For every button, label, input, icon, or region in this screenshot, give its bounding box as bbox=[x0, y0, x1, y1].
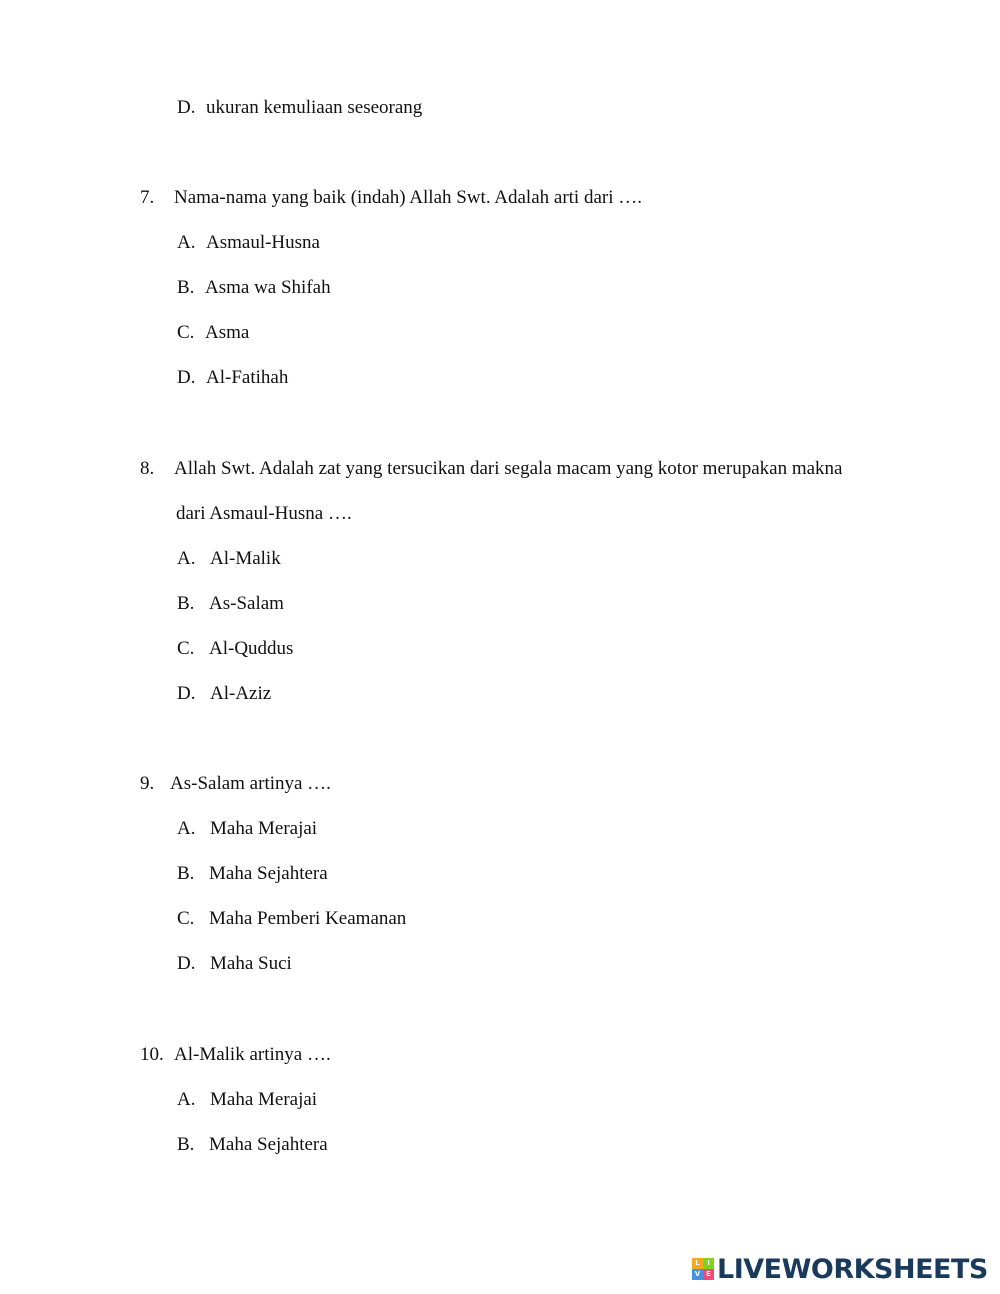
option-text: Asma wa Shifah bbox=[205, 277, 331, 298]
logo-icon-tile: E bbox=[703, 1269, 714, 1280]
option-text: Al-Fatihah bbox=[206, 367, 289, 388]
logo-text: LIVEWORKSHEETS bbox=[717, 1253, 988, 1285]
live-logo-icon bbox=[692, 1258, 714, 1280]
option-letter: D. bbox=[177, 953, 196, 974]
option-text: As-Salam bbox=[209, 593, 284, 614]
option-letter: B. bbox=[177, 1134, 195, 1155]
option-text: Maha Suci bbox=[210, 953, 292, 974]
option-letter: C. bbox=[177, 638, 195, 659]
option-letter: C. bbox=[177, 908, 195, 929]
option-letter: D. bbox=[177, 97, 196, 118]
question-number: 7. bbox=[140, 187, 155, 208]
option-text: Maha Merajai bbox=[210, 818, 318, 839]
option-text: Maha Merajai bbox=[210, 1089, 318, 1110]
question-text: As-Salam artinya …. bbox=[170, 773, 331, 794]
question-text: dari Asmaul-Husna …. bbox=[176, 503, 352, 524]
logo-icon-tile: I bbox=[703, 1258, 714, 1269]
option-letter: A. bbox=[177, 818, 196, 839]
option-letter: C. bbox=[177, 322, 195, 343]
option-letter: A. bbox=[177, 1089, 196, 1110]
option-text: ukuran kemuliaan seseorang bbox=[206, 97, 423, 118]
option-text: Al-Aziz bbox=[210, 683, 272, 704]
logo-icon-tile: V bbox=[692, 1269, 703, 1280]
question-text: Nama-nama yang baik (indah) Allah Swt. Adalah arti dari …. bbox=[174, 187, 643, 208]
liveworksheets-logo bbox=[692, 1255, 988, 1283]
option-text: Maha Sejahtera bbox=[209, 863, 328, 884]
option-text: Al-Malik bbox=[210, 548, 281, 569]
question-text: Allah Swt. Adalah zat yang tersucikan dari segala macam yang kotor merupakan makna bbox=[174, 458, 843, 479]
option-letter: B. bbox=[177, 863, 195, 884]
question-number: 10. bbox=[140, 1044, 164, 1065]
option-text: Maha Pemberi Keamanan bbox=[209, 908, 407, 929]
option-text: Asma bbox=[205, 322, 250, 343]
option-text: Asmaul-Husna bbox=[206, 232, 320, 253]
question-number: 8. bbox=[140, 458, 155, 479]
question-number: 9. bbox=[140, 773, 155, 794]
option-text: Maha Sejahtera bbox=[209, 1134, 328, 1155]
option-letter: B. bbox=[177, 593, 195, 614]
option-letter: A. bbox=[177, 232, 196, 253]
logo-icon-tile: L bbox=[692, 1258, 703, 1269]
option-letter: B. bbox=[177, 277, 195, 298]
option-letter: A. bbox=[177, 548, 196, 569]
option-letter: D. bbox=[177, 683, 196, 704]
question-text: Al-Malik artinya …. bbox=[174, 1044, 331, 1065]
option-text: Al-Quddus bbox=[209, 638, 294, 659]
option-letter: D. bbox=[177, 367, 196, 388]
